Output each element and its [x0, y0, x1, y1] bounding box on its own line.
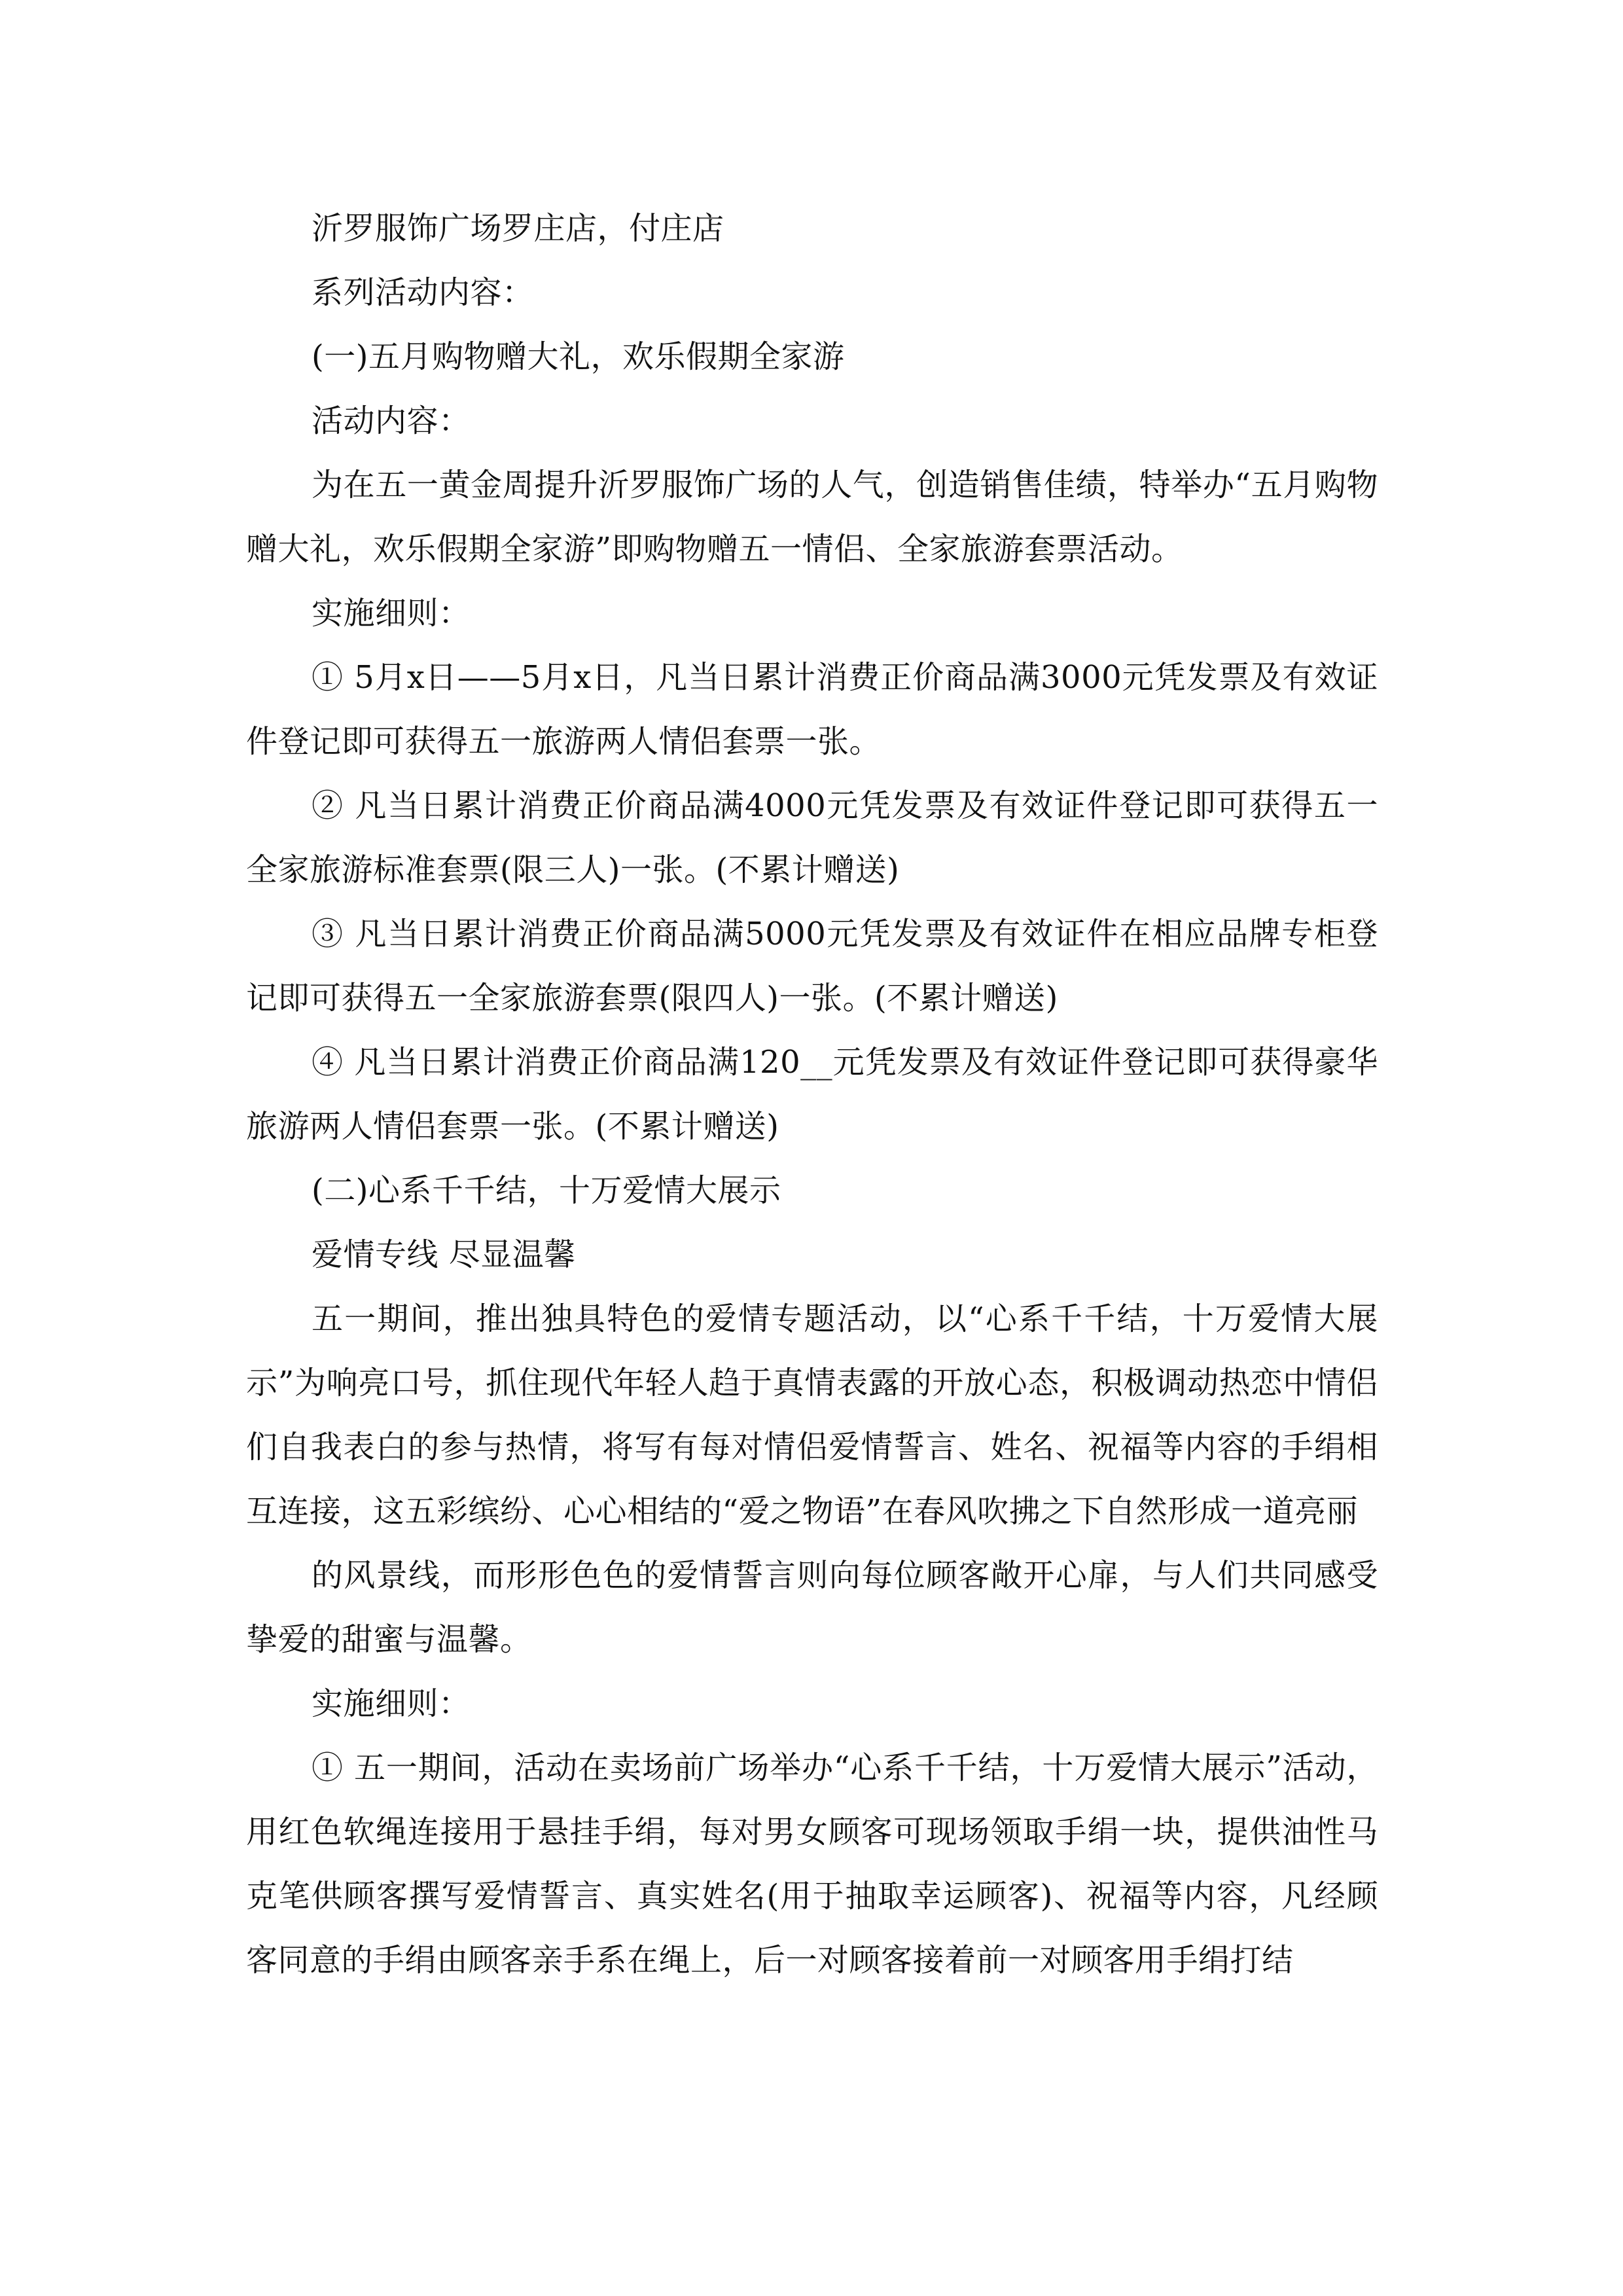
rule-one-item-4: ④ 凡当日累计消费正价商品满120__元凭发票及有效证件登记即可获得豪华旅游两人情侣套票一张。(不累计赠送) — [246, 1044, 1378, 1145]
rules-label-one: 实施细则： — [312, 595, 471, 632]
section-one-title: (一)五月购物赠大礼，欢乐假期全家游 — [312, 338, 845, 375]
rules-label-two: 实施细则： — [312, 1685, 471, 1722]
rule-one-item-1: ① 5月x日——5月x日，凡当日累计消费正价商品满3000元凭发票及有效证件登记即可获得五一旅游两人情侣套票一张。 — [246, 659, 1378, 760]
rule-two-item-1: ① 五一期间，活动在卖场前广场举办“心系千千结，十万爱情大展示”活动，用红色软绳连接用于悬挂手绢，每对男女顾客可现场领取手绢一块，提供油性马克笔供顾客撰写爱情誓言、真实姓名(用于抽取幸运顾客)、祝福等内容，凡经顾客同意的手绢由顾客亲手系在绳上，后一对顾客接着前一对顾客用手绢打结 — [246, 1749, 1378, 1979]
rule-one-item-3: ③ 凡当日累计消费正价商品满5000元凭发票及有效证件在相应品牌专柜登记即可获得五一全家旅游套票(限四人)一张。(不累计赠送) — [246, 916, 1378, 1016]
document-body — [246, 196, 1378, 1992]
section-two-intro-continued: 的风景线，而形形色色的爱情誓言则向每位顾客敞开心扉，与人们共同感受挚爱的甜蜜与温馨。 — [246, 1557, 1378, 1658]
section-two-subtitle: 爱情专线 尽显温馨 — [312, 1236, 576, 1273]
store-names: 沂罗服饰广场罗庄店，付庄店 — [312, 210, 724, 247]
activity-intro: 为在五一黄金周提升沂罗服饰广场的人气，创造销售佳绩，特举办“五月购物赠大礼，欢乐假期全家游”即购物赠五一情侣、全家旅游套票活动。 — [246, 467, 1378, 567]
series-heading: 系列活动内容： — [312, 274, 534, 311]
section-two-intro: 五一期间，推出独具特色的爱情专题活动，以“心系千千结，十万爱情大展示”为响亮口号，抓住现代年轻人趋于真情表露的开放心态，积极调动热恋中情侣们自我表白的参与热情，将写有每对情侣爱情誓言、姓名、祝福等内容的手绢相互连接，这五彩缤纷、心心相结的“爱之物语”在春风吹拂之下自然形成一道亮丽 — [246, 1300, 1378, 1530]
section-two-title: (二)心系千千结，十万爱情大展示 — [312, 1172, 781, 1209]
activity-content-label: 活动内容： — [312, 403, 471, 439]
rule-one-item-2: ② 凡当日累计消费正价商品满4000元凭发票及有效证件登记即可获得五一全家旅游标准套票(限三人)一张。(不累计赠送) — [246, 787, 1378, 888]
